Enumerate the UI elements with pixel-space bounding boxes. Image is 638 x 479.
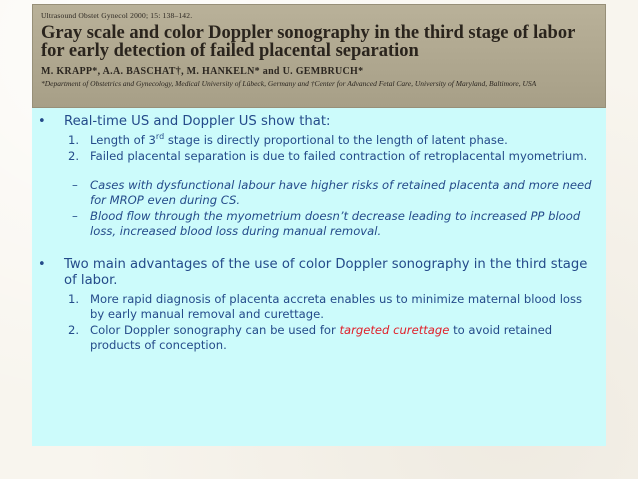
numbered-item-text-cont: stage is directly proportional to the length of latent phase. — [164, 133, 508, 147]
dash-item — [32, 209, 596, 239]
numbered-list — [32, 292, 596, 353]
numbered-item — [32, 292, 596, 322]
bullet-text: Real-time US and Doppler US show that: — [64, 114, 331, 129]
dash-item-text: Blood flow through the myometrium doesn’t decrease leading to increased PP blood loss, increased blood loss during manual removal. — [90, 209, 581, 238]
number-marker: 2. — [68, 149, 80, 163]
highlighted-term: targeted curettage — [339, 323, 450, 337]
numbered-item-text: More rapid diagnosis of placenta accreta enables us to minimize maternal blood loss by early manual removal and curettage. — [90, 292, 583, 321]
number-marker: 2. — [68, 323, 80, 337]
bullet-marker: • — [38, 257, 46, 272]
content-panel — [32, 108, 606, 446]
numbered-item — [32, 133, 596, 148]
numbered-item — [32, 323, 596, 353]
numbered-item-text-cont: to avoid retained products of conception. — [90, 323, 553, 352]
bullet-text: Two main advantages of the use of color Doppler sonography in the third stage of labor. — [64, 257, 588, 288]
number-marker: 1. — [68, 133, 80, 147]
numbered-item-text: Color Doppler sonography can be used for — [90, 323, 340, 337]
article-title: Gray scale and color Doppler sonography in the third stage of labor for early detection of failed placental separation — [41, 23, 575, 61]
numbered-item — [32, 149, 596, 164]
dash-list — [32, 178, 596, 239]
bullet-item — [32, 257, 596, 289]
numbered-item-text: Failed placental separation is due to failed contraction of retroplacental myometrium. — [90, 149, 588, 163]
numbered-item-text: Length of 3 — [90, 133, 156, 147]
article-header-scan — [32, 4, 606, 108]
number-marker: 1. — [68, 292, 80, 306]
dash-marker: – — [72, 178, 78, 192]
numbered-list — [32, 133, 596, 164]
bullet-item — [32, 114, 596, 130]
author-affiliation: *Department of Obstetrics and Gynecology, Medical University of Lübeck, Germany and †Center for Advanced Fetal Care, University of Maryland, Baltimore, USA — [41, 79, 537, 88]
article-authors: M. KRAPP*, A.A. BASCHAT†, M. HANKELN* and U. GEMBRUCH* — [41, 66, 364, 77]
bullet-marker: • — [38, 114, 46, 129]
dash-item-text: Cases with dysfunctional labour have higher risks of retained placenta and more need for MROP even during CS. — [90, 178, 592, 207]
dash-item — [32, 178, 596, 208]
ordinal-suffix: rd — [155, 132, 165, 142]
dash-marker: – — [72, 209, 78, 223]
journal-reference: Ultrasound Obstet Gynecol 2000; 15: 138–142. — [41, 11, 193, 20]
